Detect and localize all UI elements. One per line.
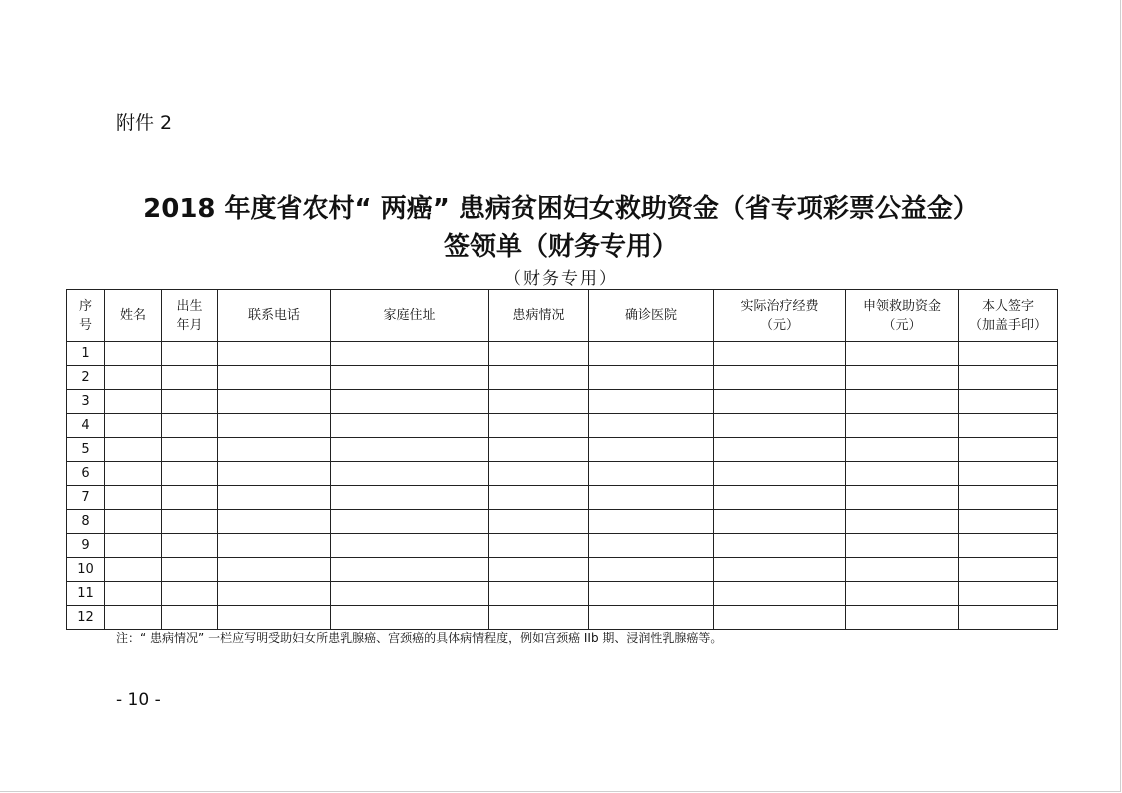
empty-cell[interactable] [589,558,714,582]
empty-cell[interactable] [218,342,331,366]
row-number-cell: 8 [67,510,105,534]
empty-cell[interactable] [489,510,589,534]
empty-cell[interactable] [218,558,331,582]
empty-cell[interactable] [589,342,714,366]
page-number: - 10 - [116,690,161,710]
empty-cell[interactable] [218,606,331,630]
empty-cell[interactable] [489,558,589,582]
table-row [67,390,1058,414]
table-body [67,342,1058,630]
empty-cell[interactable] [218,390,331,414]
empty-cell[interactable] [846,342,959,366]
column-header-text: 申领救助资金 [862,298,941,314]
empty-cell[interactable] [959,558,1058,582]
document-subtitle: （财务专用） [504,269,618,289]
column-header [959,290,1058,342]
table-row [67,606,1058,630]
empty-cell[interactable] [331,342,489,366]
empty-cell[interactable] [589,462,714,486]
empty-cell[interactable] [105,606,162,630]
empty-cell[interactable] [218,366,331,390]
empty-cell[interactable] [489,462,589,486]
empty-cell[interactable] [105,342,162,366]
empty-cell[interactable] [959,486,1058,510]
column-header [846,290,959,342]
column-header-text: 家庭住址 [383,308,436,323]
empty-cell[interactable] [218,534,331,558]
column-header [331,290,489,342]
column-header [714,290,846,342]
column-header [589,290,714,342]
empty-cell[interactable] [162,486,218,510]
column-header-text: 联系电话 [247,308,300,323]
column-header [67,290,105,342]
table-row [67,582,1058,606]
empty-cell[interactable] [162,606,218,630]
empty-cell[interactable] [218,462,331,486]
table-row [67,534,1058,558]
column-header [489,290,589,342]
empty-cell[interactable] [162,462,218,486]
empty-cell[interactable] [714,438,846,462]
row-number-cell: 4 [67,414,105,438]
empty-cell[interactable] [846,414,959,438]
empty-cell[interactable] [162,390,218,414]
empty-cell[interactable] [714,390,846,414]
empty-cell[interactable] [846,366,959,390]
empty-cell[interactable] [846,606,959,630]
empty-cell[interactable] [589,366,714,390]
empty-cell[interactable] [105,366,162,390]
column-header-text: 姓名 [119,308,146,323]
table-row [67,438,1058,462]
empty-cell[interactable] [489,606,589,630]
empty-cell[interactable] [218,486,331,510]
column-header-text: 患病情况 [512,308,565,323]
empty-cell[interactable] [489,486,589,510]
empty-cell[interactable] [714,582,846,606]
row-number-cell: 7 [67,486,105,510]
empty-cell[interactable] [714,462,846,486]
table-row [67,342,1058,366]
empty-cell[interactable] [589,582,714,606]
empty-cell[interactable] [589,510,714,534]
empty-cell[interactable] [489,438,589,462]
empty-cell[interactable] [105,462,162,486]
column-header-text: （加盖手印） [968,317,1047,333]
empty-cell[interactable] [959,414,1058,438]
sign-for-table [66,289,1058,630]
empty-cell[interactable] [331,582,489,606]
row-number-cell: 10 [67,558,105,582]
empty-cell[interactable] [331,510,489,534]
column-header [162,290,218,342]
empty-cell[interactable] [331,534,489,558]
empty-cell[interactable] [331,462,489,486]
empty-cell[interactable] [162,414,218,438]
table-row [67,510,1058,534]
empty-cell[interactable] [331,366,489,390]
column-header-text: 确诊医院 [624,308,677,323]
row-number-cell: 3 [67,390,105,414]
empty-cell[interactable] [959,606,1058,630]
column-header-text: 序 [78,298,92,314]
empty-cell[interactable] [846,534,959,558]
empty-cell[interactable] [959,462,1058,486]
empty-cell[interactable] [589,606,714,630]
empty-cell[interactable] [589,414,714,438]
empty-cell[interactable] [105,414,162,438]
empty-cell[interactable] [714,366,846,390]
empty-cell[interactable] [105,510,162,534]
empty-cell[interactable] [162,510,218,534]
empty-cell[interactable] [959,582,1058,606]
empty-cell[interactable] [714,534,846,558]
row-number-cell: 11 [67,582,105,606]
empty-cell[interactable] [218,582,331,606]
column-header-text: 实际治疗经费 [740,298,819,314]
empty-cell[interactable] [959,510,1058,534]
empty-cell[interactable] [589,534,714,558]
empty-cell[interactable] [218,438,331,462]
empty-cell[interactable] [846,510,959,534]
attachment-label: 附件 2 [116,112,173,134]
column-header-text: 出生 [176,298,203,314]
row-number-cell: 5 [67,438,105,462]
empty-cell[interactable] [331,606,489,630]
empty-cell[interactable] [218,510,331,534]
row-number-cell: 2 [67,366,105,390]
empty-cell[interactable] [331,414,489,438]
empty-cell[interactable] [162,558,218,582]
empty-cell[interactable] [846,462,959,486]
row-number-cell: 9 [67,534,105,558]
empty-cell[interactable] [105,390,162,414]
empty-cell[interactable] [105,534,162,558]
row-number-cell: 12 [67,606,105,630]
empty-cell[interactable] [162,582,218,606]
column-header-text: （元） [882,317,922,333]
empty-cell[interactable] [846,558,959,582]
column-header-text: （元） [759,317,799,333]
empty-cell[interactable] [714,510,846,534]
empty-cell[interactable] [589,390,714,414]
table-header-row [67,290,1058,342]
table-row [67,414,1058,438]
empty-cell[interactable] [959,438,1058,462]
column-header-text: 号 [78,317,92,333]
empty-cell[interactable] [105,582,162,606]
table-row [67,558,1058,582]
empty-cell[interactable] [162,342,218,366]
column-header [105,290,162,342]
empty-cell[interactable] [714,606,846,630]
empty-cell[interactable] [162,534,218,558]
empty-cell[interactable] [846,582,959,606]
document-title-line-2: 签领单（财务专用） [443,232,678,262]
row-number-cell: 1 [67,342,105,366]
empty-cell[interactable] [846,438,959,462]
table-row [67,462,1058,486]
empty-cell[interactable] [589,486,714,510]
empty-cell[interactable] [959,390,1058,414]
empty-cell[interactable] [959,366,1058,390]
empty-cell[interactable] [162,366,218,390]
empty-cell[interactable] [162,438,218,462]
empty-cell[interactable] [714,414,846,438]
empty-cell[interactable] [489,582,589,606]
column-header-text: 年月 [176,317,203,333]
footnote: 注：“ 患病情况” 一栏应写明受助妇女所患乳腺癌、宫颈癌的具体病情程度，例如宫颈癌 IIb 期、浸润性乳腺癌等。 [116,631,723,645]
column-header [218,290,331,342]
empty-cell[interactable] [489,414,589,438]
empty-cell[interactable] [331,558,489,582]
column-header-text: 本人签字 [981,298,1034,314]
empty-cell[interactable] [489,390,589,414]
table-row [67,486,1058,510]
empty-cell[interactable] [105,486,162,510]
row-number-cell: 6 [67,462,105,486]
empty-cell[interactable] [489,366,589,390]
empty-cell[interactable] [589,438,714,462]
empty-cell[interactable] [714,486,846,510]
empty-cell[interactable] [105,438,162,462]
table-row [67,366,1058,390]
empty-cell[interactable] [714,558,846,582]
empty-cell[interactable] [714,342,846,366]
empty-cell[interactable] [959,342,1058,366]
empty-cell[interactable] [331,486,489,510]
empty-cell[interactable] [489,342,589,366]
empty-cell[interactable] [959,534,1058,558]
empty-cell[interactable] [846,390,959,414]
empty-cell[interactable] [105,558,162,582]
empty-cell[interactable] [331,438,489,462]
document-title-line-1: 2018 年度省农村“ 两癌” 患病贫困妇女救助资金（省专项彩票公益金） [143,194,979,224]
empty-cell[interactable] [846,486,959,510]
empty-cell[interactable] [331,390,489,414]
empty-cell[interactable] [489,534,589,558]
empty-cell[interactable] [218,414,331,438]
